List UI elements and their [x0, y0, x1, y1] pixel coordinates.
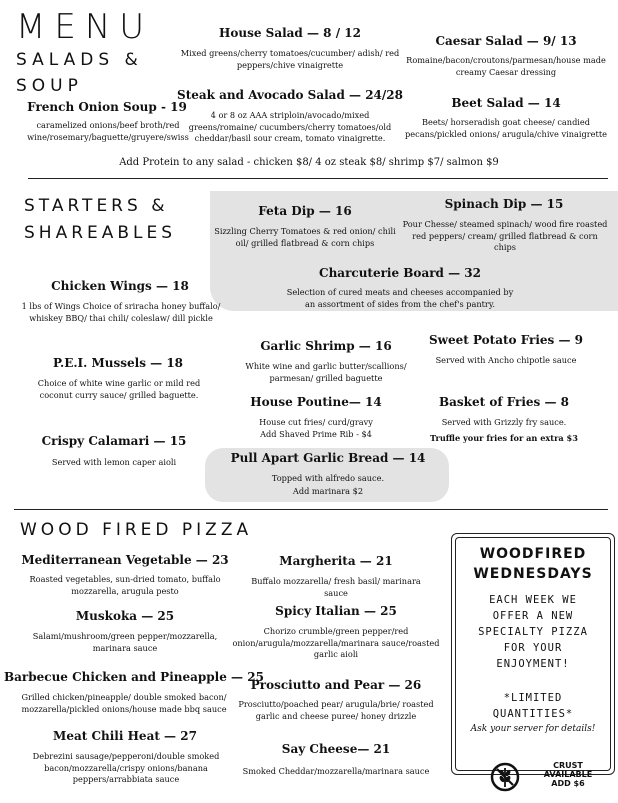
item-title-feta-dip: Feta Dip — 16 [258, 204, 352, 218]
item-title-say-cheese: Say Cheese— 21 [281, 742, 391, 756]
item-desc-garlic-bread: Topped with alfredo sauce. [271, 473, 385, 483]
section-heading-salads: SALADS & [16, 50, 143, 70]
item-desc-beet: Beets/ horseradish goat cheese/ candied pecans/pickled onions/ arugula/chive vinaigrette [405, 117, 607, 139]
item-desc-garlic-shrimp: White wine and garlic butter/scallions/ parmesan/ grilled baguette [245, 361, 407, 383]
item-desc-spinach-dip: Pour Chesse/ steamed spinach/ wood fire roasted red peppers/ cream/ grilled flatbread & corn chips [402, 219, 608, 252]
menu-title: MENU [16, 7, 154, 47]
wednesday-limited-1: *LIMITED [503, 692, 563, 704]
item-title-french-onion: French Onion Soup - 19 [27, 100, 187, 114]
woodfired-wednesdays-box [451, 533, 615, 775]
item-desc-steak-salad: 4 or 8 oz AAA striploin/avocado/mixed greens/romaine/ cucumbers/cherry tomatoes/old cheddar/basil sour cream, tomato vinaigrette. [188, 110, 392, 143]
wednesday-body-line: SPECIALTY PIZZA [478, 626, 588, 638]
item-title-mediterranean: Mediterranean Vegetable — 23 [21, 553, 229, 567]
item-desc-fries: Served with Grizzly fry sauce. [441, 417, 567, 427]
item-desc-french-onion: caramelized onions/beef broth/red wine/rosemary/baguette/gruyere/swiss [27, 120, 189, 142]
crust-line: ADD $6 [551, 779, 585, 788]
item-title-chicken-wings: Chicken Wings — 18 [51, 279, 189, 293]
item-title-muskoka: Muskoka — 25 [75, 609, 175, 623]
item-desc-mediterranean: Roasted vegetables, sun-dried tomato, buffalo mozzarella, arugula pesto [29, 574, 221, 596]
item-title-prosciutto: Prosciutto and Pear — 26 [250, 678, 422, 692]
item-desc-mussels: Choice of white wine garlic or mild red coconut curry sauce/ grilled baguette. [37, 378, 201, 400]
item-desc-charcuterie: Selection of cured meats and cheeses accompanied by an assortment of sides from the chef's pantry. [286, 287, 514, 309]
item-title-caesar: Caesar Salad — 9/ 13 [435, 34, 577, 48]
item-title-fries: Basket of Fries — 8 [439, 395, 569, 409]
item-desc-feta-dip: Sizzling Cherry Tomatoes & red onion/ chili oil/ grilled flatbread & corn chips [214, 226, 396, 248]
item-title-poutine: House Poutine— 14 [250, 395, 382, 409]
item-title-spicy-italian: Spicy Italian — 25 [275, 604, 397, 618]
item-title-house-salad: House Salad — 8 / 12 [219, 26, 361, 40]
wednesday-body-line: OFFER A NEW [492, 610, 574, 622]
item-title-sweet-potato: Sweet Potato Fries — 9 [428, 333, 584, 347]
item-desc-caesar: Romaine/bacon/croutons/parmesan/house made creamy Caesar dressing [406, 55, 606, 77]
item-desc-calamari: Served with lemon caper aioli [51, 457, 177, 467]
item-addon-fries: Truffle your fries for an extra $3 [430, 433, 578, 443]
item-addon-garlic-bread: Add marinara $2 [292, 486, 364, 496]
item-title-steak-salad: Steak and Avocado Salad — 24/28 [177, 88, 403, 102]
wednesday-limited-2: QUANTITIES* [492, 708, 574, 720]
item-title-calamari: Crispy Calamari — 15 [41, 434, 187, 448]
add-protein-note: Add Protein to any salad - chicken $8/ 4 oz steak $8/ shrimp $7/ salmon $9 [119, 157, 499, 168]
wednesday-title-2: WEDNESDAYS [473, 566, 593, 582]
crust-line: AVAILABLE [543, 770, 593, 779]
wednesday-title-1: WOODFIRED [479, 546, 587, 562]
item-title-spinach-dip: Spinach Dip — 15 [444, 197, 564, 211]
item-desc-say-cheese: Smoked Cheddar/mozzarella/marinara sauce [242, 766, 430, 776]
crust-line: CRUST [553, 761, 583, 770]
section-heading-shareables: SHAREABLES [24, 223, 177, 243]
wheat-icon [490, 762, 520, 792]
item-title-mussels: P.E.I. Mussels — 18 [52, 356, 184, 370]
wednesday-body-line: FOR YOUR [503, 642, 563, 654]
section-heading-starters: STARTERS & [24, 196, 169, 216]
section-heading-soup: SOUP [16, 76, 83, 96]
crust-note [532, 761, 604, 788]
item-desc-chicken-wings: 1 lbs of Wings Choice of sriracha honey buffalo/ whiskey BBQ/ thai chili/ coleslaw/ dill pickle [21, 301, 221, 323]
item-title-margherita: Margherita — 21 [279, 554, 393, 568]
item-title-charcuterie: Charcuterie Board — 32 [319, 266, 481, 280]
item-desc-poutine: House cut fries/ curd/gravy [259, 417, 373, 427]
section-heading-pizza: WOOD FIRED PIZZA [20, 520, 253, 540]
item-title-garlic-bread: Pull Apart Garlic Bread — 14 [230, 451, 426, 465]
item-title-beet: Beet Salad — 14 [451, 96, 561, 110]
wednesday-body-line: EACH WEEK WE [489, 594, 577, 606]
item-desc-muskoka: Salami/mushroom/green pepper/mozzarella, marinara sauce [32, 631, 218, 653]
item-addon-poutine: Add Shaved Prime Rib - $4 [260, 429, 372, 439]
item-desc-meat-chili: Debrezini sausage/pepperoni/double smoked bacon/mozzarella/crispy onions/banana peppers/arrabbiata sauce [32, 751, 220, 784]
item-title-meat-chili: Meat Chili Heat — 27 [53, 729, 197, 743]
item-title-bbq-chicken: Barbecue Chicken and Pineapple — 25 [4, 670, 264, 684]
wednesday-note: Ask your server for details! [470, 724, 596, 734]
item-desc-spicy-italian: Chorizo crumble/green pepper/red onion/arugula/mozzarella/marinara sauce/roasted garlic aioli [232, 626, 440, 659]
item-desc-house-salad: Mixed greens/cherry tomatoes/cucumber/ adish/ red peppers/chive vinaigrette [180, 48, 400, 70]
divider [28, 178, 608, 179]
item-title-garlic-shrimp: Garlic Shrimp — 16 [260, 339, 392, 353]
item-desc-sweet-potato: Served with Ancho chipotle sauce [435, 355, 577, 365]
item-desc-margherita: Buffalo mozzarella/ fresh basil/ marinara sauce [251, 576, 421, 598]
item-desc-prosciutto: Prosciutto/poached pear/ arugula/brie/ roasted garlic and cheese puree/ honey drizzle [238, 699, 434, 721]
wednesday-body-line: ENJOYMENT! [496, 658, 570, 670]
divider [14, 509, 608, 510]
item-desc-bbq-chicken: Grilled chicken/pineapple/ double smoked bacon/ mozzarella/pickled onions/house made bbq sauce [21, 692, 227, 714]
